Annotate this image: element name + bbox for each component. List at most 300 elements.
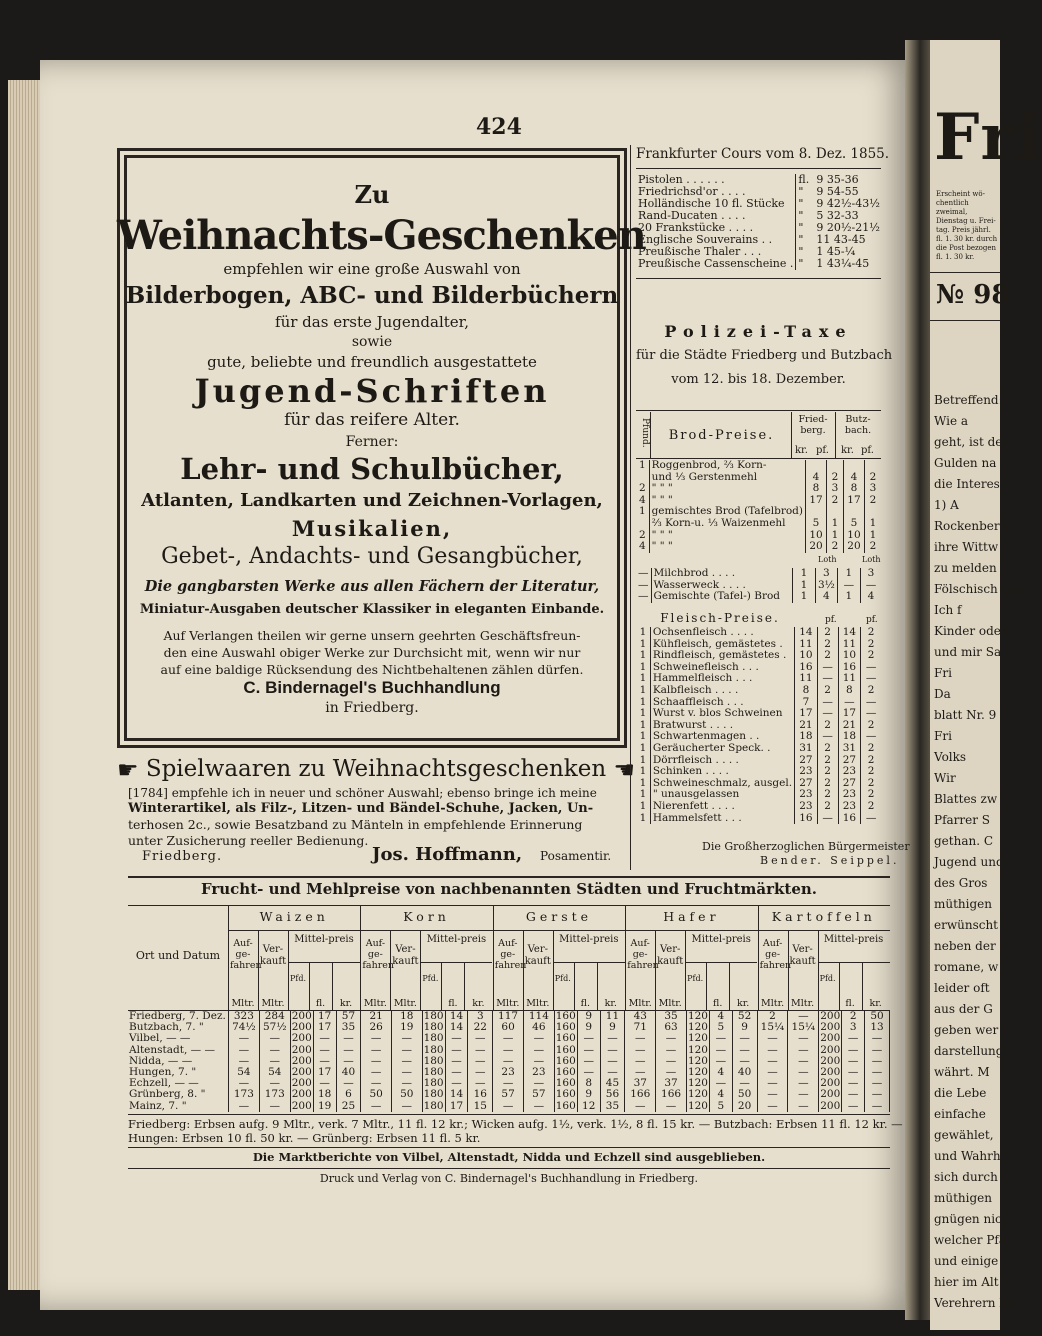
- market-kr: —: [468, 1056, 493, 1067]
- market-verkauft: 18: [391, 1011, 422, 1022]
- market-fl: —: [842, 1089, 865, 1100]
- market-kr: —: [600, 1045, 625, 1056]
- market-verkauft: —: [788, 1033, 819, 1044]
- butzbach-pf: —: [865, 660, 877, 673]
- friedberg-kr: 16: [795, 662, 818, 674]
- market-pfund: 120: [687, 1054, 708, 1067]
- item-cell: " " ": [649, 483, 805, 495]
- bread-price-row: [636, 541, 881, 553]
- market-aufgefahren: 21: [361, 1011, 392, 1022]
- friedberg-header: Fried-berg.: [798, 414, 828, 436]
- market-aufgefahren: —: [625, 1067, 656, 1078]
- market-pfund: 180: [423, 1088, 444, 1101]
- friedberg-kr: 17: [795, 708, 818, 720]
- right-text-line: Fölschisch und: [934, 582, 1025, 596]
- market-verkauft: —: [259, 1078, 290, 1089]
- market-verkauft: 35: [656, 1011, 687, 1022]
- market-pfund: 120: [687, 1021, 708, 1034]
- unit-kr: kr.: [339, 998, 353, 1009]
- sub-header-pfund: Pfd.: [819, 974, 836, 983]
- qty-cell: 1: [636, 813, 650, 825]
- friedberg-kr: 11: [795, 673, 818, 685]
- market-verkauft: —: [523, 1056, 554, 1067]
- friedberg-pf: 2: [817, 720, 838, 732]
- butzbach-pf: 2: [869, 540, 877, 553]
- market-aufgefahren: —: [361, 1101, 392, 1112]
- butzbach-pf: —: [865, 578, 877, 591]
- market-kr: 52: [732, 1011, 757, 1022]
- right-text-line: Volks: [934, 750, 967, 764]
- right-text-line: darstellung: [934, 1044, 1004, 1058]
- market-pfund: 120: [687, 1010, 708, 1022]
- currency-unit: fl.: [798, 173, 810, 186]
- market-aufgefahren: 173: [228, 1089, 259, 1100]
- ad-line: empfehlen wir eine große Auswahl von: [223, 260, 521, 278]
- meat-header: Fleisch-Preise.: [660, 611, 780, 625]
- friedberg-kr: 1: [792, 591, 815, 603]
- currency-name: Pistolen . . . . . .: [636, 174, 796, 186]
- market-kr: 16: [468, 1089, 493, 1100]
- market-kr: 50: [732, 1089, 757, 1100]
- qty-cell: 1: [636, 778, 650, 790]
- item-cell: und ⅓ Gerstenmehl: [649, 472, 805, 484]
- qty-cell: 1: [636, 650, 650, 662]
- butzbach-kr: 14: [838, 627, 861, 639]
- friedberg-kr: 31: [795, 743, 818, 755]
- toys-trade: Posamentir.: [540, 849, 612, 863]
- friedberg-pf: —: [817, 731, 838, 743]
- ad-headline: Weihnachts-Geschenken: [117, 212, 646, 259]
- right-text-line: Blattes zw: [934, 792, 998, 806]
- market-kr: 20: [732, 1101, 757, 1112]
- market-pfund: 160: [555, 1043, 576, 1056]
- right-text-line: Rockenberg: [934, 519, 1008, 533]
- friedberg-kr: 18: [795, 731, 818, 743]
- market-pfund: 200: [291, 1021, 312, 1034]
- market-fl: —: [842, 1101, 865, 1112]
- toys-title-text: Spielwaaren zu Weihnachtsgeschenken: [145, 756, 607, 782]
- market-aufgefahren: —: [361, 1045, 392, 1056]
- currency-unit: ": [798, 245, 804, 258]
- right-column-text: [934, 390, 1025, 1314]
- qty-cell: 4: [636, 541, 649, 553]
- currency-name: Englische Souverains . .: [636, 234, 796, 246]
- item-cell: Roggenbrod, ⅔ Korn-: [649, 460, 805, 472]
- market-fl: 17: [445, 1101, 468, 1112]
- market-fl: —: [577, 1045, 600, 1056]
- item-cell: gemischtes Brod (Tafelbrod): [649, 506, 805, 518]
- market-verkauft: —: [259, 1033, 290, 1044]
- toys-text: unter Zusicherung reeller Bedienung.: [128, 833, 369, 848]
- market-verkauft: —: [656, 1056, 687, 1067]
- loth-price-row: [636, 568, 881, 580]
- friedberg-kr: 11: [795, 639, 818, 651]
- item-cell: Dörrfleisch . . . .: [650, 755, 794, 767]
- market-fl: —: [842, 1078, 865, 1089]
- toys-text: Winterartikel, als Filz-, Litzen- und Bändel-Schuhe, Jacken, Un-: [128, 801, 594, 816]
- market-kr: 15: [468, 1101, 493, 1112]
- market-pfund: 180: [423, 1054, 444, 1067]
- police-subtitle: für die Städte Friedberg und Butzbach: [636, 348, 893, 363]
- market-pfund: 200: [291, 1054, 312, 1067]
- loth-price-row: [636, 591, 881, 603]
- qty-cell: 2: [636, 483, 649, 495]
- currency-unit: ": [798, 233, 804, 246]
- sub-header-pfund: Pfd.: [687, 974, 704, 983]
- item-cell: Schweineschmalz, ausgel.: [650, 778, 794, 790]
- market-fl: —: [842, 1067, 865, 1078]
- currency-value: 1 43¼-45: [816, 257, 870, 270]
- loth-price-table: [636, 568, 881, 603]
- butzbach-pf: 2: [867, 765, 875, 778]
- market-verkauft: —: [656, 1033, 687, 1044]
- friedberg-kr: 23: [795, 801, 818, 813]
- right-text-line: erwünscht: [934, 918, 998, 932]
- market-kr: —: [336, 1056, 361, 1067]
- friedberg-pf: —: [817, 673, 838, 685]
- butzbach-kr: 23: [838, 766, 861, 778]
- qty-cell: 1: [636, 662, 650, 674]
- page-number: 424: [476, 114, 522, 140]
- currency-unit: ": [798, 185, 804, 198]
- market-fl: —: [445, 1078, 468, 1089]
- unit-fl: fl.: [448, 998, 458, 1009]
- market-kr: 35: [336, 1022, 361, 1033]
- bread-price-row: [636, 483, 881, 495]
- police-title: Polizei-Taxe: [664, 322, 853, 341]
- unit-mltr: Mltr.: [658, 998, 682, 1009]
- right-text-line: gnügen nich: [934, 1212, 1010, 1226]
- butzbach-kr: 16: [838, 813, 861, 825]
- market-fl: —: [577, 1056, 600, 1067]
- right-text-line: währt. M: [934, 1065, 990, 1079]
- sub-header-verkauft: Ver-kauft: [657, 944, 684, 967]
- unit-pf: pf.: [816, 445, 829, 456]
- butzbach-pf: 3: [867, 567, 875, 579]
- pointing-hand-icon: ☛: [117, 756, 139, 784]
- market-fl: 14: [445, 1022, 468, 1033]
- market-verkauft: —: [391, 1045, 422, 1056]
- market-pfund: 180: [423, 1066, 444, 1079]
- market-fl: —: [709, 1045, 732, 1056]
- unit-fl: fl.: [713, 998, 723, 1009]
- market-aufgefahren: —: [228, 1078, 259, 1089]
- qty-cell: 1: [636, 731, 650, 743]
- item-cell: Gemischte (Tafel-) Brod: [651, 591, 792, 603]
- bread-price-row: [636, 460, 881, 472]
- market-pfund: 200: [291, 1066, 312, 1079]
- market-aufgefahren: —: [228, 1056, 259, 1067]
- meat-price-table: [636, 627, 881, 824]
- sub-header-aufgefahren: Auf-ge-fahren: [494, 938, 527, 971]
- frankfurt-table: [636, 174, 882, 270]
- right-text-line: und mir Sa: [934, 645, 1002, 659]
- qty-cell: 1: [636, 697, 650, 709]
- sub-header-verkauft: Ver-kauft: [789, 944, 816, 967]
- right-text-line: neben der: [934, 939, 996, 953]
- market-aufgefahren: —: [625, 1045, 656, 1056]
- market-pfund: 200: [820, 1088, 841, 1101]
- market-fl: —: [842, 1045, 865, 1056]
- market-fl: 17: [313, 1067, 336, 1078]
- meat-price-row: [636, 627, 881, 639]
- market-kr: —: [732, 1033, 757, 1044]
- bread-price-table: [636, 460, 881, 553]
- police-subtitle: vom 12. bis 18. Dezember.: [671, 372, 846, 387]
- market-fl: 9: [577, 1011, 600, 1022]
- item-cell: Geräucherter Speck. .: [650, 743, 794, 755]
- currency-unit: ": [798, 257, 804, 270]
- unit-mltr: Mltr.: [761, 998, 785, 1009]
- market-pfund: 200: [820, 1021, 841, 1034]
- butzbach-pf: 2: [867, 753, 875, 766]
- butzbach-pf: 2: [867, 776, 875, 789]
- market-aufgefahren: —: [625, 1033, 656, 1044]
- currency-name: Preußische Thaler . . .: [636, 246, 796, 258]
- ad-line: gute, beliebte und freundlich ausgestattete: [207, 353, 537, 371]
- market-verkauft: 54: [259, 1067, 290, 1078]
- market-note: Friedberg: Erbsen aufg. 9 Mltr., verk. 7 Mltr., 11 fl. 12 kr.; Wicken aufg. 1½, verk. 1½, 8 fl. 15 kr. — Butzbach: Erbsen 11 fl. 12 kr. —: [128, 1117, 903, 1131]
- friedberg-pf: 4: [815, 591, 837, 603]
- sub-header-verkauft: Ver-kauft: [259, 944, 287, 967]
- butzbach-pf: 2: [867, 741, 875, 754]
- market-aufgefahren: 323: [228, 1011, 259, 1022]
- butzbach-kr: 1: [837, 568, 860, 580]
- currency-value: 5 32-33: [816, 209, 859, 222]
- brod-header: Brod-Preise.: [668, 428, 775, 443]
- right-text-line: Jugend und: [934, 855, 1004, 869]
- friedberg-pf: —: [817, 813, 838, 825]
- market-group-header: Korn: [403, 909, 450, 924]
- market-verkauft: —: [656, 1045, 687, 1056]
- market-kr: —: [468, 1067, 493, 1078]
- unit-mltr: Mltr.: [628, 998, 652, 1009]
- toys-text: terhosen 2c., sowie Besatzband zu Mänteln in empfehlende Erinnerung: [128, 817, 583, 832]
- butzbach-kr: [843, 460, 864, 472]
- market-place: Butzbach, 7. ": [128, 1022, 228, 1033]
- market-verkauft: 46: [523, 1022, 554, 1033]
- butzbach-kr: 20: [843, 541, 864, 553]
- item-cell: Ochsenfleisch . . . .: [650, 627, 794, 639]
- market-aufgefahren: —: [361, 1067, 392, 1078]
- ad-line: Musikalien,: [291, 516, 453, 541]
- pointing-hand-icon: ☚: [613, 756, 635, 784]
- toys-title: [117, 756, 635, 784]
- market-verkauft: —: [259, 1056, 290, 1067]
- market-pfund: 160: [555, 1066, 576, 1079]
- market-kr: 11: [600, 1011, 625, 1022]
- market-place: Altenstadt, — —: [128, 1045, 228, 1056]
- ad-line: Bilderbogen, ABC- und Bilderbüchern: [125, 282, 619, 309]
- item-cell: " " ": [649, 530, 805, 542]
- qty-cell: 1: [636, 639, 650, 651]
- qty-cell: 1: [636, 685, 650, 697]
- item-cell: Milchbrod . . . .: [651, 568, 792, 580]
- right-text-line: blatt Nr. 9: [934, 708, 997, 722]
- market-row: [128, 1101, 890, 1112]
- butzbach-kr: 10: [843, 530, 864, 542]
- currency-name: 20 Frankstücke . . . .: [636, 222, 796, 234]
- market-group-header: Kartoffeln: [771, 909, 876, 924]
- butzbach-pf: —: [865, 707, 877, 720]
- meat-price-row: [636, 743, 881, 755]
- qty-cell: 1: [636, 708, 650, 720]
- market-pfund: 120: [687, 1043, 708, 1056]
- right-text-line: müthigen: [934, 897, 993, 911]
- qty-cell: 1: [636, 766, 650, 778]
- friedberg-pf: 2: [817, 627, 838, 639]
- market-pfund: 200: [291, 1010, 312, 1022]
- market-verkauft: 15¼: [788, 1022, 819, 1033]
- butzbach-pf: 2: [867, 799, 875, 812]
- ad-line: Atlanten, Landkarten und Zeichnen-Vorlagen,: [141, 490, 603, 511]
- butzbach-pf: 2: [867, 649, 875, 662]
- sub-header-pfund: Pfd.: [554, 974, 571, 983]
- butzbach-pf: 2: [869, 470, 877, 483]
- unit-mltr: Mltr.: [791, 998, 815, 1009]
- market-fl: 14: [445, 1089, 468, 1100]
- friedberg-kr: 21: [795, 720, 818, 732]
- right-text-line: die Lebe: [934, 1086, 987, 1100]
- item-cell: Kalbfleisch . . . .: [650, 685, 794, 697]
- market-pfund: 200: [291, 1088, 312, 1101]
- sub-header-aufgefahren: Auf-ge-fahren: [362, 938, 394, 971]
- unit-kr: kr.: [472, 998, 485, 1009]
- butzbach-kr: 10: [838, 650, 861, 662]
- market-pfund: 180: [423, 1032, 444, 1045]
- ad-firm: C. Bindernagel's Buchhandlung: [243, 678, 501, 697]
- friedberg-pf: 2: [817, 801, 838, 813]
- right-side-line: Erscheint wö-: [936, 190, 985, 198]
- market-aufgefahren: —: [625, 1056, 656, 1067]
- market-verkauft: —: [391, 1033, 422, 1044]
- right-text-line: geht, ist der: [934, 435, 1009, 449]
- butzbach-kr: 21: [838, 720, 861, 732]
- butzbach-kr: 27: [838, 778, 861, 790]
- qty-cell: 1: [636, 801, 650, 813]
- market-fl: 17: [313, 1022, 336, 1033]
- sub-header-mittelpreis: Mittel-preis: [691, 934, 751, 945]
- bread-price-row: [636, 530, 881, 542]
- market-verkauft: 284: [259, 1011, 290, 1022]
- butzbach-pf: 2: [867, 683, 875, 696]
- butzbach-pf: 2: [867, 788, 875, 801]
- market-fl: 3: [842, 1022, 865, 1033]
- friedberg-kr: 8: [806, 483, 827, 495]
- market-aufgefahren: —: [228, 1101, 259, 1112]
- market-fl: 9: [577, 1089, 600, 1100]
- sub-header-verkauft: Ver-kauft: [524, 944, 551, 967]
- market-kr: —: [865, 1045, 890, 1056]
- market-fl: 2: [842, 1011, 865, 1022]
- market-aufgefahren: —: [361, 1056, 392, 1067]
- market-pfund: 120: [687, 1032, 708, 1045]
- item-cell: Nierenfett . . . .: [650, 801, 794, 813]
- market-aufgefahren: 166: [625, 1089, 656, 1100]
- market-verkauft: —: [788, 1078, 819, 1089]
- loth-label: Loth: [818, 555, 837, 564]
- butzbach-pf: —: [865, 695, 877, 708]
- ad-paragraph: Auf Verlangen theilen wir gerne unsern geehrten Geschäftsfreun-: [163, 628, 581, 643]
- butzbach-pf: [864, 460, 881, 472]
- butzbach-header: Butz-bach.: [844, 414, 872, 436]
- market-verkauft: —: [788, 1067, 819, 1078]
- right-text-line: aus der G: [934, 1002, 993, 1016]
- currency-value: 11 43-45: [816, 233, 866, 246]
- market-kr: 22: [468, 1022, 493, 1033]
- market-pfund: 120: [687, 1099, 708, 1112]
- friedberg-pf: 2: [817, 778, 838, 790]
- right-text-line: gethan. C: [934, 834, 994, 848]
- market-pfund: 160: [555, 1010, 576, 1022]
- friedberg-kr: 16: [795, 813, 818, 825]
- market-fl: —: [577, 1067, 600, 1078]
- friedberg-kr: 8: [795, 685, 818, 697]
- ad-paragraph: auf eine baldige Rücksendung des Nichtbehaltenen zählen dürfen.: [160, 662, 584, 677]
- market-aufgefahren: 37: [625, 1078, 656, 1089]
- right-text-line: und einige: [934, 1254, 999, 1268]
- friedberg-kr: 1: [792, 580, 815, 592]
- right-text-line: müthigen: [934, 1191, 993, 1205]
- ad-line: Lehr- und Schulbücher,: [180, 452, 564, 486]
- market-fl: 4: [709, 1089, 732, 1100]
- market-pfund: 200: [820, 1077, 841, 1090]
- market-fl: 17: [313, 1011, 336, 1022]
- friedberg-pf: 3½: [815, 580, 837, 592]
- market-fl: 12: [577, 1101, 600, 1112]
- market-place: Mainz, 7. ": [128, 1101, 228, 1112]
- column-divider: [630, 145, 631, 870]
- unit-mltr: Mltr.: [231, 998, 255, 1009]
- market-fl: —: [842, 1056, 865, 1067]
- police-signature: Die Großherzoglichen Bürgermeister: [702, 840, 910, 853]
- market-pfund: 200: [291, 1099, 312, 1112]
- butzbach-kr: 8: [838, 685, 861, 697]
- butzbach-pf: 2: [867, 637, 875, 650]
- market-aufgefahren: —: [493, 1045, 524, 1056]
- qty-cell: —: [636, 580, 651, 592]
- market-pfund: 160: [555, 1099, 576, 1112]
- friedberg-kr: 7: [795, 697, 818, 709]
- butzbach-kr: 17: [838, 708, 861, 720]
- friedberg-pf: 2: [827, 541, 844, 553]
- market-aufgefahren: 71: [625, 1022, 656, 1033]
- market-verkauft: —: [656, 1101, 687, 1112]
- market-title: Frucht- und Mehlpreise von nachbenannten Städten und Fruchtmärkten.: [200, 880, 818, 898]
- right-side-line: tag. Preis jährl.: [936, 226, 991, 234]
- ad-line: Die gangbarsten Werke aus allen Fächern der Literatur,: [144, 578, 600, 595]
- item-cell: " unausgelassen: [650, 789, 794, 801]
- currency-value: 9 54-55: [816, 185, 859, 198]
- unit-pf: pf.: [861, 445, 874, 456]
- market-aufgefahren: —: [757, 1045, 788, 1056]
- market-kr: 3: [468, 1011, 493, 1022]
- market-note: Hungen: Erbsen 10 fl. 50 kr. — Grünberg: Erbsen 11 fl. 5 kr.: [128, 1131, 481, 1145]
- meat-price-row: [636, 801, 881, 813]
- market-verkauft: 23: [523, 1067, 554, 1078]
- market-pfund: 180: [423, 1043, 444, 1056]
- friedberg-pf: 2: [817, 685, 838, 697]
- place-date-header: Ort und Datum: [135, 949, 221, 962]
- market-aufgefahren: —: [757, 1078, 788, 1089]
- right-text-line: 1) A: [934, 498, 959, 512]
- market-kr: —: [865, 1056, 890, 1067]
- market-fl: 4: [709, 1067, 732, 1078]
- butzbach-kr: 27: [838, 755, 861, 767]
- market-fl: 8: [577, 1078, 600, 1089]
- friedberg-kr: 20: [806, 541, 827, 553]
- butzbach-pf: —: [865, 672, 877, 685]
